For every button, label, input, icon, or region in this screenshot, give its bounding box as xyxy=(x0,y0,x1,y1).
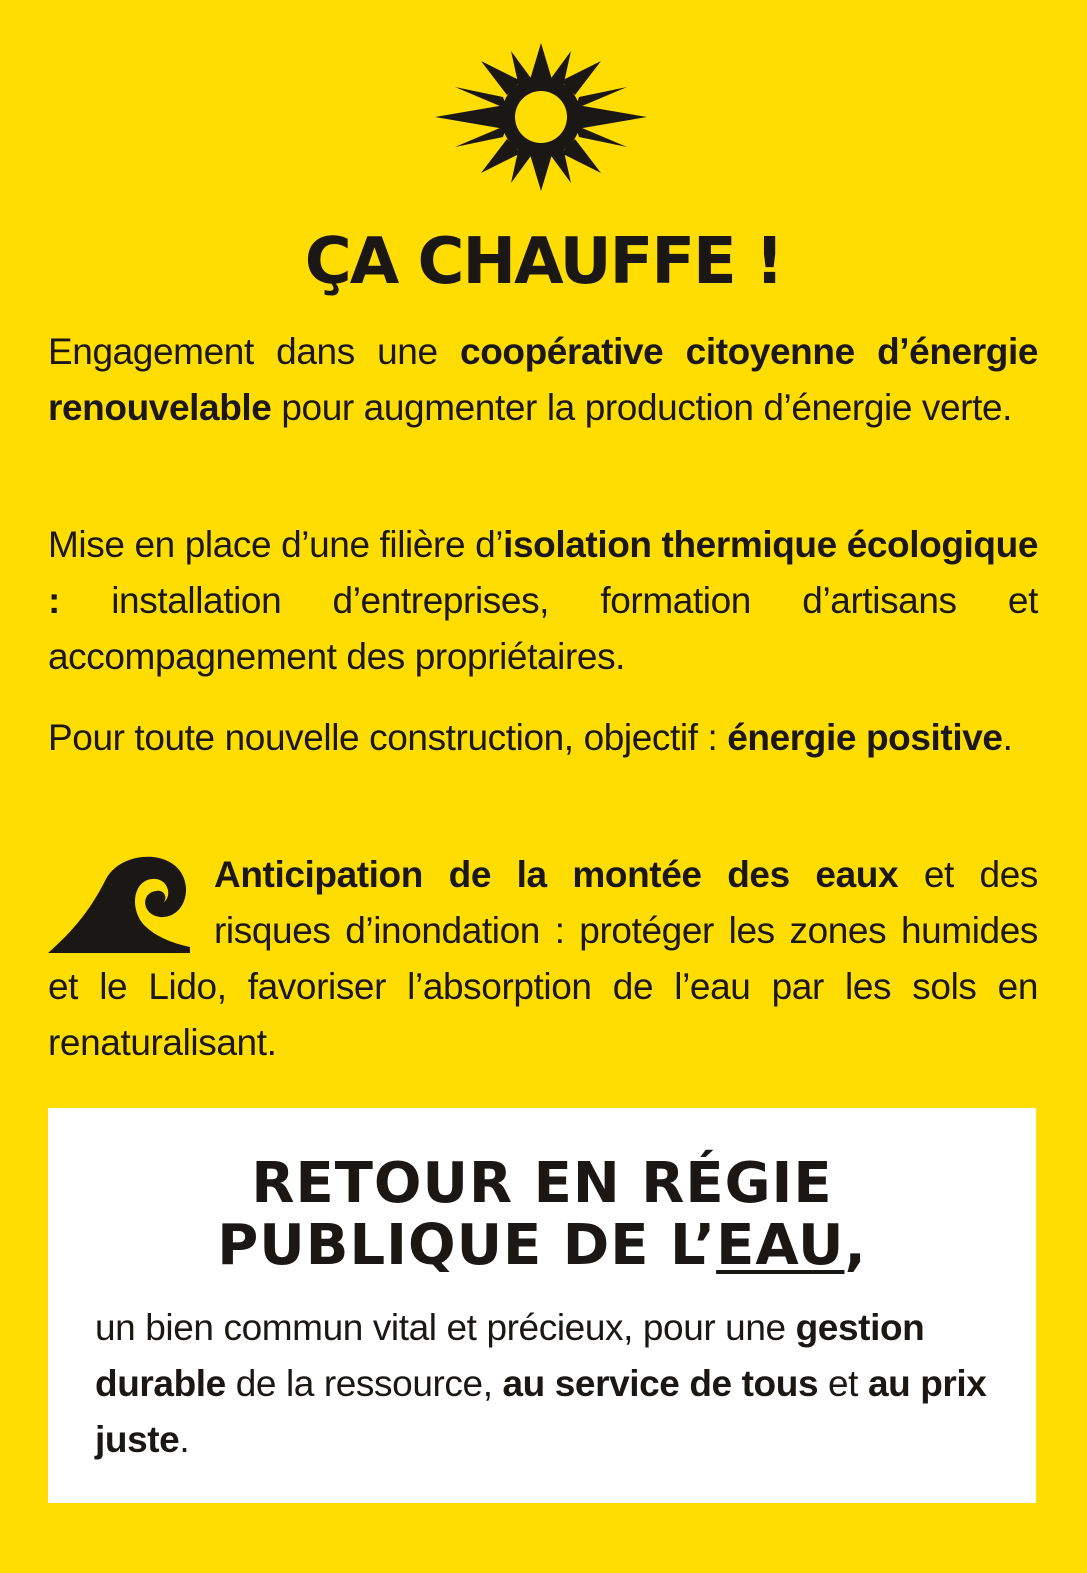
box-title-line2-prefix: PUBLIQUE DE L’ xyxy=(217,1213,717,1278)
bold-segment: Anticipation de la montée des eaux xyxy=(214,854,899,895)
bold-segment: au service de tous xyxy=(502,1363,819,1404)
text-segment: pour augmenter la production d’énergie verte. xyxy=(271,387,1013,428)
text-segment: . xyxy=(179,1419,190,1460)
text-segment: et des risques d’inondation : protéger les zones humides et le Lido, favoriser l’absorption de l’eau par les sols en renaturalisant. xyxy=(48,854,1039,1063)
bold-segment: énergie positive xyxy=(727,717,1003,758)
box-title-line1: RETOUR EN RÉGIE xyxy=(251,1151,833,1216)
text-segment: Engagement dans une xyxy=(48,331,461,372)
bold-segment: coopérative citoyenne d’énergie renouvelable xyxy=(48,331,1038,428)
sun-icon xyxy=(435,43,647,191)
box-title-line2-suffix: , xyxy=(844,1213,867,1278)
paragraph-thermal-insulation xyxy=(48,517,1038,685)
box-title xyxy=(48,1153,1036,1277)
box-text xyxy=(95,1300,995,1468)
text-segment: Pour toute nouvelle construction, objectif : xyxy=(48,717,728,758)
bold-segment: gestion durable xyxy=(95,1307,925,1404)
text-segment: installation d’entreprises, formation d’artisans et accompagnement des propriétaires. xyxy=(48,580,1038,677)
box-title-underlined: EAU xyxy=(716,1213,845,1278)
page-title: ÇA CHAUFFE ! xyxy=(304,225,783,299)
text-segment: et xyxy=(818,1363,868,1404)
text-segment: un bien commun vital et précieux, pour une xyxy=(95,1307,796,1348)
wave-icon xyxy=(48,855,190,953)
text-segment: de la ressource, xyxy=(225,1363,503,1404)
paragraph-flood-risk xyxy=(48,847,1038,1071)
water-management-box xyxy=(48,1108,1036,1503)
paragraph-positive-energy xyxy=(48,710,1038,766)
text-segment: Mise en place d’une filière d’ xyxy=(48,524,504,565)
bold-segment: isolation thermique écologique : xyxy=(48,524,1038,621)
bold-segment: au prix juste xyxy=(95,1363,987,1460)
paragraph-energy-cooperative xyxy=(48,324,1038,436)
text-segment: . xyxy=(1002,717,1013,758)
